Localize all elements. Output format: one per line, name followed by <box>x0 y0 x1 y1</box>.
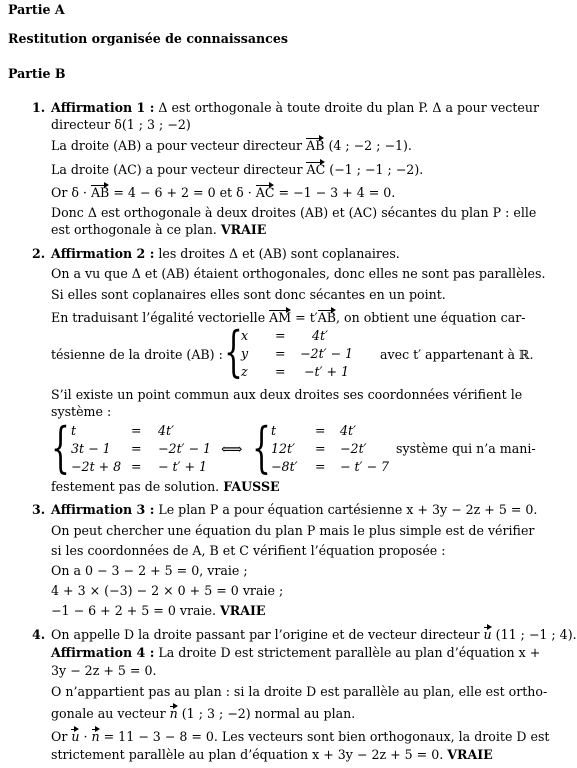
item2-line7: système : <box>51 404 112 419</box>
part-a-heading: Partie A <box>8 2 65 17</box>
sysR-r3-c2: = <box>315 459 326 474</box>
item1-line6: Donc Δ est orthogonale à deux droites (AB) et (AC) sécantes du plan P : elle <box>51 205 537 220</box>
param-r2-c2: = <box>275 346 286 361</box>
item4-line1: On appelle D la droite passant par l’origine et de vecteur directeur u (11 ; −1 ; 4). <box>51 627 577 642</box>
sysL-r3-c2: = <box>131 459 142 474</box>
item2-line5: tésienne de la droite (AB) : <box>51 347 223 362</box>
sysL-r2-c1: 3t − 1 <box>71 441 111 456</box>
equivalence-arrow: ⟺ <box>221 440 243 458</box>
sysR-r3-c3: − t′ − 7 <box>340 459 390 474</box>
item4-line4: O n’appartient pas au plan : si la droite D est parallèle au plan, elle est ortho- <box>51 684 548 699</box>
item-number-1: 1. <box>32 100 46 115</box>
item-number-2: 2. <box>32 246 46 261</box>
item2-line8: système qui n’a mani- <box>396 441 536 456</box>
part-b-heading: Partie B <box>8 66 66 81</box>
sys-left-brace: { <box>51 416 70 479</box>
item2-param-after: avec t′ appartenant à ℝ. <box>380 347 534 362</box>
item2-line4: En traduisant l’égalité vectorielle AM = t′AB, on obtient une équation car- <box>51 310 526 325</box>
item1-line1: Affirmation 1 : Δ est orthogonale à toute droite du plan P. Δ a pour vecteur <box>51 100 540 115</box>
sysR-r1-c3: 4t′ <box>340 423 356 438</box>
sysR-r1-c1: t <box>271 423 277 438</box>
sysL-r2-c3: −2t′ − 1 <box>158 441 212 456</box>
sysL-r3-c3: − t′ + 1 <box>158 459 208 474</box>
item2-line1: Affirmation 2 : les droites Δ et (AB) sont coplanaires. <box>51 246 400 261</box>
sysR-r2-c1: 12t′ <box>271 441 295 456</box>
item2-line3: Si elles sont coplanaires elles sont donc sécantes en un point. <box>51 287 446 302</box>
sysR-r1-c2: = <box>315 423 326 438</box>
roc-heading: Restitution organisée de connaissances <box>8 31 288 46</box>
item4-line3: 3y − 2z + 5 = 0. <box>51 663 157 678</box>
item1-line7: est orthogonale à ce plan. VRAIE <box>51 222 267 237</box>
sysL-r1-c1: t <box>71 423 77 438</box>
param-r3-c3: −t′ + 1 <box>304 364 350 379</box>
item3-line4: On a 0 − 3 − 2 + 5 = 0, vraie ; <box>51 563 248 578</box>
item3-line6: −1 − 6 + 2 + 5 = 0 vraie. VRAIE <box>51 603 266 618</box>
item2-line6: S’il existe un point commun aux deux droites ses coordonnées vérifient le <box>51 387 523 402</box>
sys-right-brace: { <box>252 416 271 479</box>
item1-line4: La droite (AC) a pour vecteur directeur AC (−1 ; −1 ; −2). <box>51 162 424 177</box>
sysL-r3-c1: −2t + 8 <box>71 459 122 474</box>
item3-line2: On peut chercher une équation du plan P mais le plus simple est de vérifier <box>51 523 535 538</box>
item3-line3: si les coordonnées de A, B et C vérifient l’équation proposée : <box>51 543 446 558</box>
param-r1-c1: x <box>241 328 249 343</box>
sysL-r1-c2: = <box>131 423 142 438</box>
param-r2-c1: y <box>241 346 249 361</box>
item2-line2: On a vu que Δ et (AB) étaient orthogonales, donc elles ne sont pas parallèles. <box>51 266 546 281</box>
param-r1-c2: = <box>275 328 286 343</box>
item-number-3: 3. <box>32 502 46 517</box>
sysL-r1-c3: 4t′ <box>158 423 174 438</box>
item2-line9: festement pas de solution. FAUSSE <box>51 479 280 494</box>
item-number-4: 4. <box>32 627 46 642</box>
param-r3-c1: z <box>241 364 248 379</box>
sysR-r2-c3: −2t′ <box>340 441 367 456</box>
sysR-r3-c1: −8t′ <box>271 459 298 474</box>
param-r3-c2: = <box>275 364 286 379</box>
param-r2-c3: −2t′ − 1 <box>300 346 354 361</box>
item4-line7: strictement parallèle au plan d’équation x + 3y − 2z + 5 = 0. VRAIE <box>51 747 493 762</box>
item3-line1: Affirmation 3 : Le plan P a pour équation cartésienne x + 3y − 2z + 5 = 0. <box>51 502 538 517</box>
item1-line5: Or δ · AB = 4 − 6 + 2 = 0 et δ · AC = −1 − 3 + 4 = 0. <box>51 185 396 200</box>
item4-line5: gonale au vecteur n (1 ; 3 ; −2) normal au plan. <box>51 706 356 721</box>
item1-line2: directeur δ(1 ; 3 ; −2) <box>51 117 191 132</box>
param-brace: { <box>224 320 243 383</box>
item4-line2: Affirmation 4 : La droite D est strictement parallèle au plan d’équation x + <box>51 645 541 660</box>
sysL-r2-c2: = <box>131 441 142 456</box>
param-r1-c3: 4t′ <box>312 328 328 343</box>
sysR-r2-c2: = <box>315 441 326 456</box>
item4-line6: Or u · n = 11 − 3 − 8 = 0. Les vecteurs sont bien orthogonaux, la droite D est <box>51 729 550 744</box>
item3-line5: 4 + 3 × (−3) − 2 × 0 + 5 = 0 vraie ; <box>51 583 284 598</box>
item1-line3: La droite (AB) a pour vecteur directeur AB (4 ; −2 ; −1). <box>51 138 412 153</box>
